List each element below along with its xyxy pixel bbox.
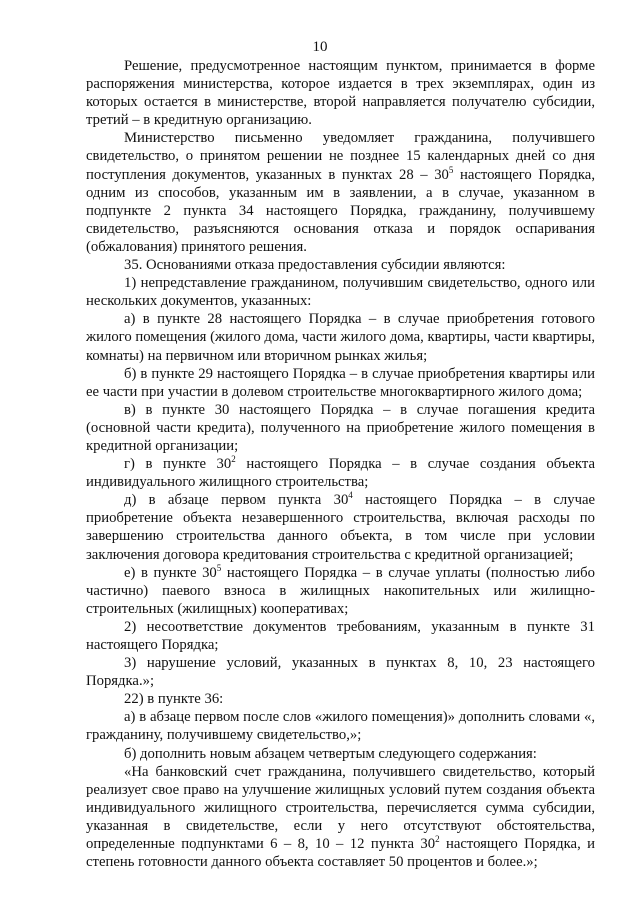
paragraph-p08: [86, 455, 595, 491]
superscript: 2: [231, 454, 236, 465]
text-run: настоящего Порядка – в случае уплаты (полностью либо частично) паевого взноса в жилищных накопительных или жилищно-строительных (жилищных) кооперативах;: [86, 564, 596, 617]
text-run: 2) несоответствие документов требованиям, указанным в пункте 31 настоящего Порядка;: [86, 618, 595, 653]
page-number: 10: [312, 39, 328, 55]
text-run: г) в пункте 30: [124, 456, 232, 473]
text-run: в) в пункте 30 настоящего Порядка – в случае погашения кредита (основной части кредита), полученного на приобретение жилого помещения в кредитной организации;: [86, 401, 595, 454]
text-run: Решение, предусмотренное настоящим пунктом, принимается в форме распоряжения министерства, которое издается в трех экземплярах, один из которых остается в министерстве, второй направляется получателю субсидии, третий – в кредитную организацию.: [86, 58, 595, 129]
superscript: 5: [448, 164, 454, 175]
text-run: а) в пункте 28 настоящего Порядка – в случае приобретения готового жилого помещения (жилого дома, части жилого дома, квартиры, части квартиры, комнаты) на первичном или вторичном рынках жилья;: [86, 311, 595, 364]
paragraph-p05: [86, 310, 595, 364]
document-body: [86, 57, 595, 871]
paragraph-p14: [86, 708, 595, 744]
text-run: Министерство письменно уведомляет гражданина, получившего свидетельство, о принятом решении не позднее 15 календарных дней со дня поступления документов, указанных в пунктах 28 – 30: [86, 130, 595, 183]
text-run: 1) непредставление гражданином, получившим свидетельство, одного или нескольких документов, указанных:: [86, 275, 595, 310]
text-run: «На банковский счет гражданина, получившего свидетельство, который реализует свое право на улучшение жилищных условий путем создания объекта индивидуального жилищного строительства, перечисляется сумма субсидии, указанная в свидетельстве, если у него отсутствуют обстоятельства, определенные подпунктами 6 – 8, 10 – 12 пункта 30: [86, 763, 595, 853]
text-run: 35. Основаниями отказа предоставления субсидии являются:: [124, 257, 506, 274]
paragraph-p04: [86, 274, 595, 310]
paragraph-p07: [86, 401, 595, 455]
paragraph-p12: [86, 654, 595, 690]
paragraph-p16: [86, 763, 595, 872]
paragraph-p01: [86, 57, 595, 129]
text-run: е) в пункте 30: [124, 564, 217, 581]
paragraph-p15: [86, 745, 595, 763]
text-run: д) в абзаце первом пункта 30: [124, 492, 349, 509]
paragraph-p02: [86, 129, 595, 256]
text-run: б) дополнить новым абзацем четвертым следующего содержания:: [124, 745, 537, 762]
paragraph-p06: [86, 365, 595, 401]
text-run: б) в пункте 29 настоящего Порядка – в случае приобретения квартиры или ее части при участии в долевом строительстве многоквартирного жилого дома;: [86, 365, 595, 400]
paragraph-p13: [86, 690, 595, 708]
paragraph-p03: [86, 256, 595, 274]
text-run: настоящего Порядка, и степень готовности данного объекта составляет 50 процентов и более.»;: [86, 836, 595, 871]
superscript: 2: [435, 834, 440, 845]
text-run: настоящего Порядка – в случае создания объекта индивидуального жилищного строительства;: [86, 456, 595, 491]
text-run: 22) в пункте 36:: [124, 691, 224, 708]
superscript: 5: [216, 562, 222, 573]
text-run: 3) нарушение условий, указанных в пунктах 8, 10, 23 настоящего Порядка.»;: [86, 655, 595, 690]
text-run: настоящего Порядка, одним из способов, указанным им в заявлении, а в случае, указанном в подпункте 2 пункта 34 настоящего Порядка, гражданину, получившему свидетельство, разъясняются основания отказа и порядок оспаривания (обжалования) принятого решения.: [86, 166, 595, 255]
paragraph-p11: [86, 618, 595, 654]
superscript: 4: [348, 490, 353, 501]
text-run: настоящего Порядка – в случае приобретение объекта незавершенного строительства, включая расходы по завершению строительства данного объекта, в том числе при условии заключения договора кредитования строительства с кредитной организацией;: [86, 492, 595, 563]
paragraph-p09: [86, 491, 595, 563]
text-run: а) в абзаце первом после слов «жилого помещения)» дополнить словами «, гражданину, получившему свидетельство,»;: [86, 709, 595, 744]
paragraph-p10: [86, 564, 595, 618]
